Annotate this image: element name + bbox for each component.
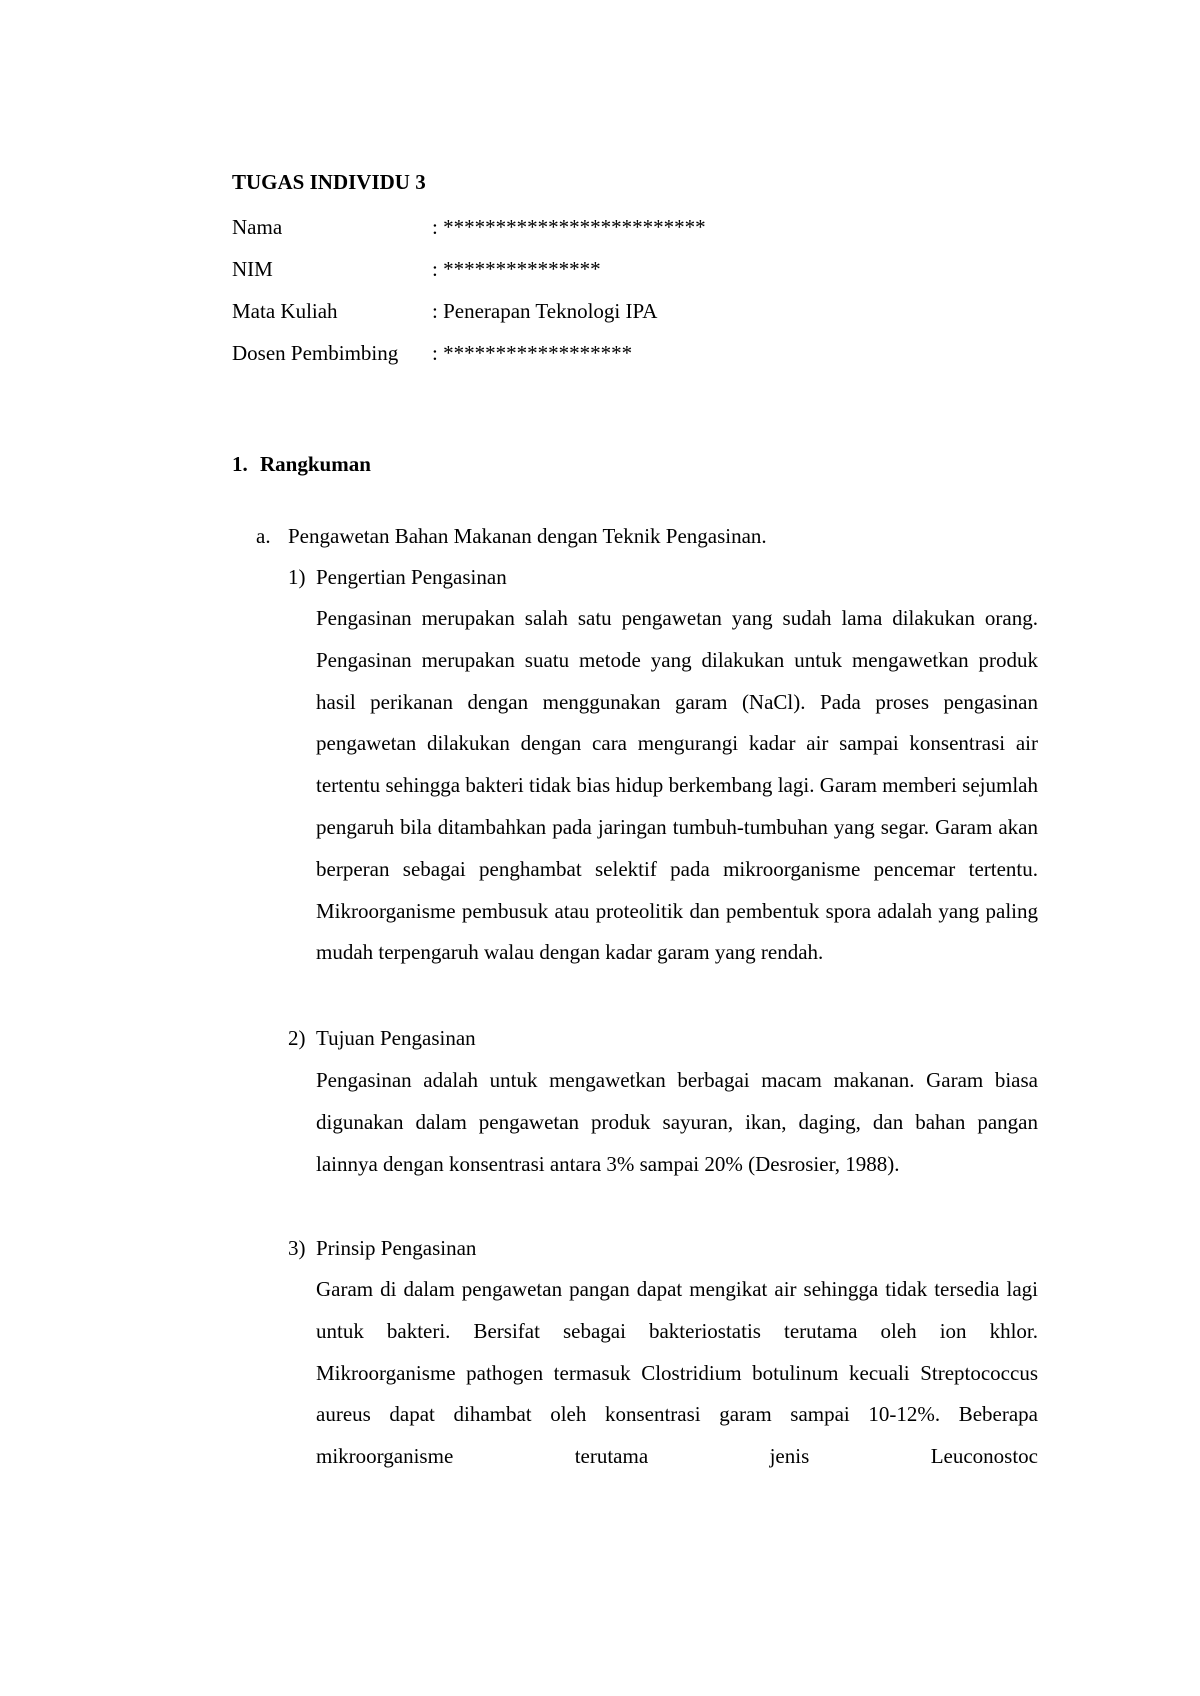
item-heading-pengertian [288, 565, 507, 590]
info-label: NIM [232, 257, 273, 281]
item-number: 1) [288, 565, 306, 589]
subsection-letter: a. [256, 524, 271, 548]
item-title: Tujuan Pengasinan [316, 1026, 476, 1050]
subsection-heading [256, 524, 767, 549]
item-number: 3) [288, 1236, 306, 1260]
document-title: TUGAS INDIVIDU 3 [232, 170, 426, 194]
info-value: : *************** [432, 257, 601, 281]
item-paragraph-prinsip: Garam di dalam pengawetan pangan dapat mengikat air sehingga tidak tersedia lagi untuk bakteri. Bersifat sebagai bakteriostatis terutama oleh ion khlor. Mikroorganisme pathogen termasuk Clostridium botulinum kecuali Streptococcus aureus dapat dihambat oleh konsentrasi garam sampai 10-12%. Beberapa mikroorganisme terutama jenis Leuconostoc [316, 1277, 1038, 1469]
info-label: Mata Kuliah [232, 299, 338, 323]
item-heading-tujuan [288, 1026, 476, 1051]
info-value: : ************************* [432, 215, 706, 239]
item-heading-prinsip [288, 1236, 476, 1261]
subsection-title: Pengawetan Bahan Makanan dengan Teknik Pengasinan. [288, 524, 767, 548]
item-paragraph-tujuan: Pengasinan adalah untuk mengawetkan berbagai macam makanan. Garam biasa digunakan dalam pengawetan produk sayuran, ikan, daging, dan bahan pangan lainnya dengan konsentrasi antara 3% sampai 20% (Desrosier, 1988). [316, 1068, 1038, 1176]
info-value: : Penerapan Teknologi IPA [432, 299, 658, 323]
info-label: Dosen Pembimbing [232, 341, 399, 365]
info-label: Nama [232, 215, 283, 239]
section-title: Rangkuman [260, 452, 371, 476]
section-heading [232, 452, 371, 477]
item-title: Prinsip Pengasinan [316, 1236, 477, 1260]
info-value: : ****************** [432, 341, 633, 365]
item-paragraph-pengertian: Pengasinan merupakan salah satu pengawetan yang sudah lama dilakukan orang. Pengasinan merupakan suatu metode yang dilakukan untuk mengawetkan produk hasil perikanan dengan menggunakan garam (NaCl). Pada proses pengasinan pengawetan dilakukan dengan cara mengurangi kadar air sampai konsentrasi air tertentu sehingga bakteri tidak bias hidup berkembang lagi. Garam memberi sejumlah pengaruh bila ditambahkan pada jaringan tumbuh-tumbuhan yang segar. Garam akan berperan sebagai penghambat selektif pada mikroorganisme pencemar tertentu. Mikroorganisme pembusuk atau proteolitik dan pembentuk spora adalah yang paling mudah terpengaruh walau dengan kadar garam yang rendah. [316, 606, 1038, 965]
item-title: Pengertian Pengasinan [316, 565, 507, 589]
item-number: 2) [288, 1026, 306, 1050]
section-number: 1. [232, 452, 248, 476]
